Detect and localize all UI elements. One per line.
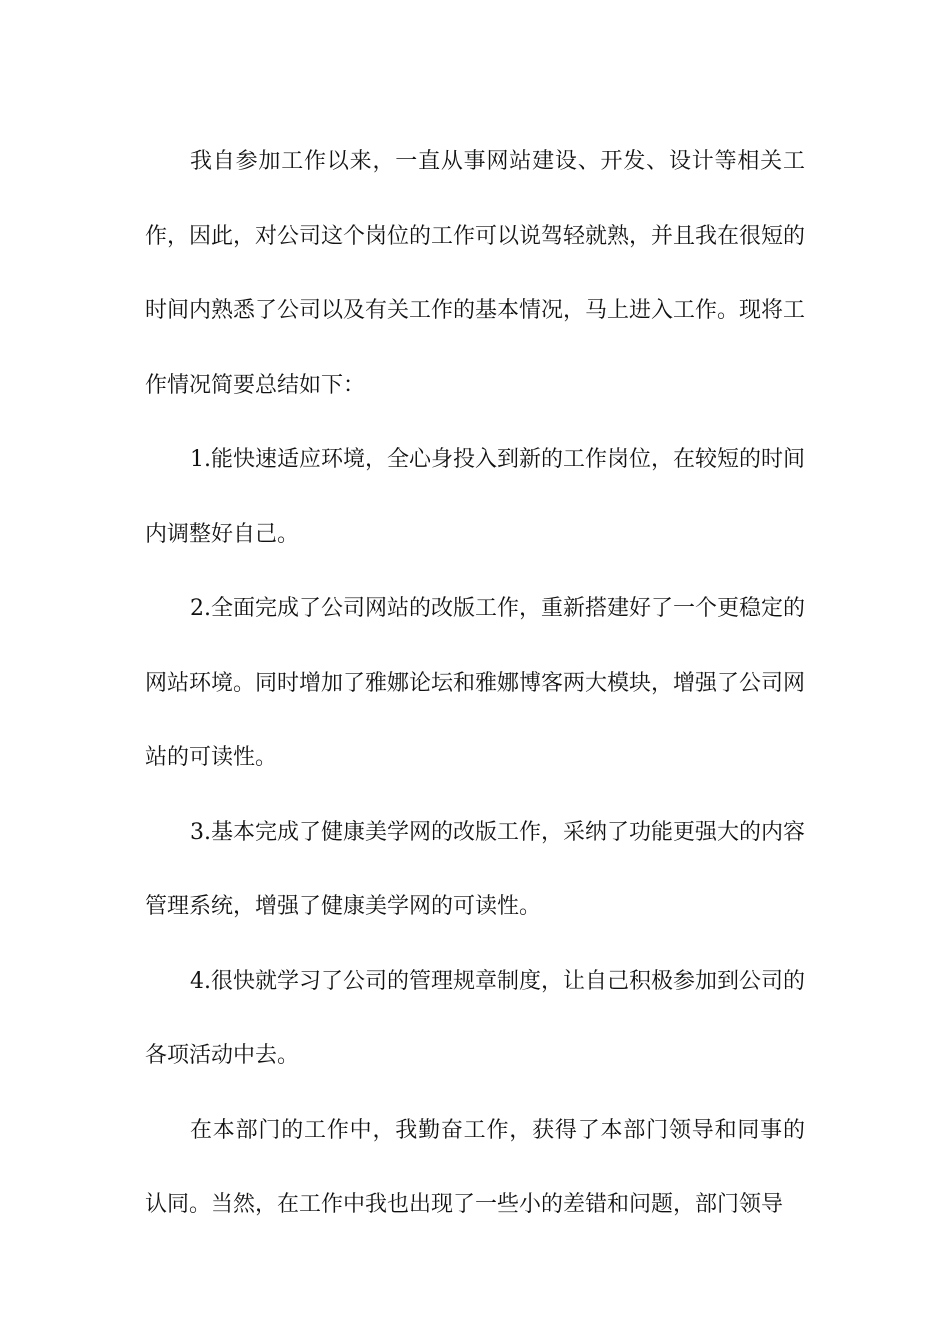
paragraph-item-4: 4.很快就学习了公司的管理规章制度，让自己积极参加到公司的各项活动中去。 bbox=[145, 968, 805, 1068]
paragraph-intro: 我自参加工作以来，一直从事网站建设、开发、设计等相关工作，因此，对公司这个岗位的工作可以说驾轻就熟，并且我在很短的时间内熟悉了公司以及有关工作的基本情况，马上进入工作。现将工作情况简要总结如下： bbox=[145, 149, 806, 398]
paragraph-item-3: 3.基本完成了健康美学网的改版工作，采纳了功能更强大的内容管理系统，增强了健康美学网的可读性。 bbox=[145, 819, 805, 919]
paragraph-item-2: 2.全面完成了公司网站的改版工作，重新搭建好了一个更稳定的网站环境。同时增加了雅娜论坛和雅娜博客两大模块，增强了公司网站的可读性。 bbox=[145, 596, 806, 770]
document-body bbox=[145, 125, 805, 1243]
paragraph-item-1: 1.能快速适应环境，全心身投入到新的工作岗位，在较短的时间内调整好自己。 bbox=[145, 447, 805, 547]
paragraph-department: 在本部门的工作中，我勤奋工作，获得了本部门领导和同事的认同。当然，在工作中我也出现了一些小的差错和问题，部门领导 bbox=[145, 1117, 805, 1217]
